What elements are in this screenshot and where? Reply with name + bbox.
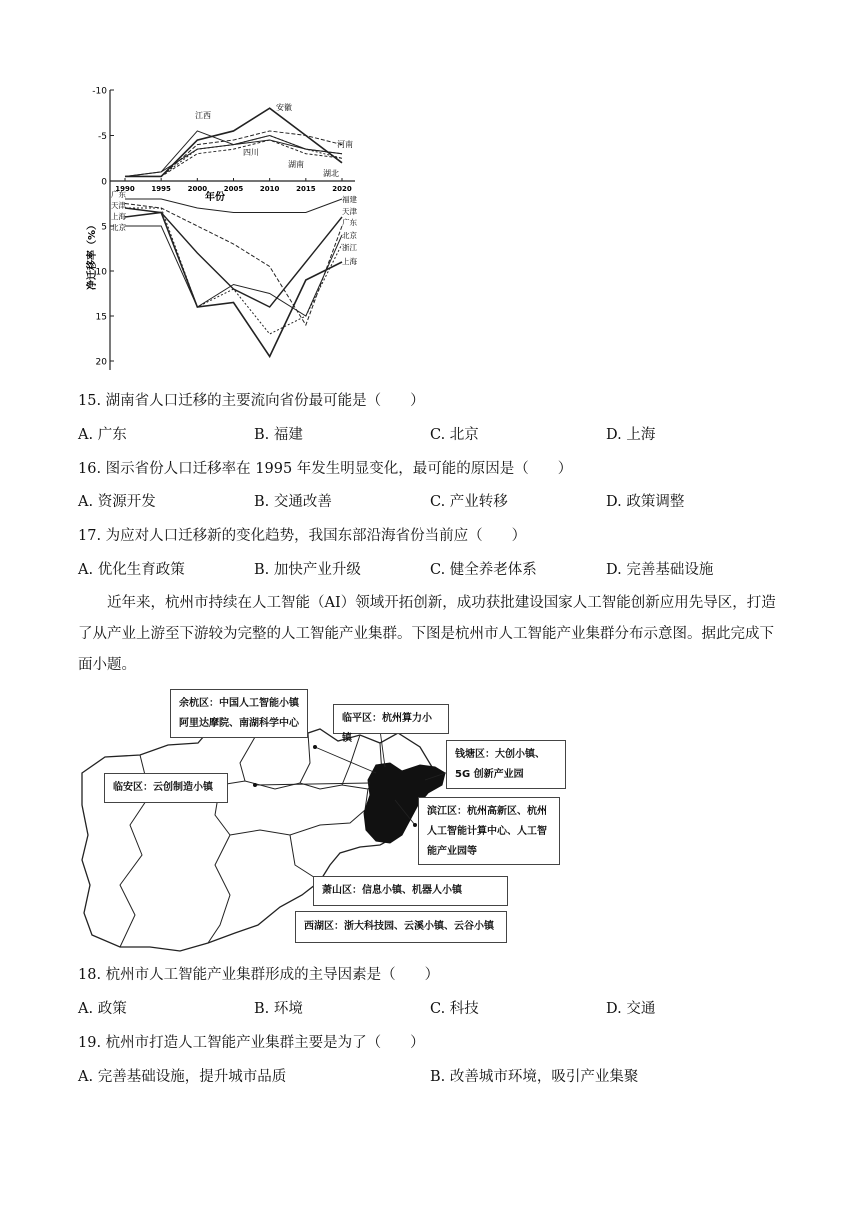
x-tick-label: 2010 (259, 185, 280, 193)
option-a[interactable]: A. 资源开发 (78, 494, 156, 510)
series-label-anhui: 安徽 (276, 103, 292, 112)
y-tick-label: -10 (92, 86, 107, 97)
question-text: 为应对人口迁移新的变化趋势，我国东部沿海省份当前应（ ） (105, 528, 527, 544)
lower-right-label-guangdong: 广东 (342, 218, 357, 227)
lower-right-label-beijing: 北京 (342, 231, 357, 240)
y-tick-label: 5 (101, 222, 107, 233)
question-number: 15. (78, 393, 102, 409)
question-text: 图示省份人口迁移率在 1995 年发生明显变化，最可能的原因是（ ） (105, 461, 573, 477)
label-box-xihu: 西湖区：浙大科技园、云溪小镇、云谷小镇 (295, 911, 507, 943)
lower-left-label-tianjin: 天津 (111, 201, 126, 210)
reading-passage: 近年来，杭州市持续在人工智能（AI）领域开拓创新，成功获批建设国家人工智能创新应用先导区，打造了从产业上游至下游较为完整的人工智能产业集群。下图是杭州市人工智能产业集群分布示意图。据此完成下面小题。 (78, 595, 776, 673)
series-line-4 (125, 140, 342, 176)
option-b[interactable]: B. 加快产业升级 (254, 562, 361, 578)
y-tick-label: 0 (101, 177, 107, 188)
option-d[interactable]: D. 政策调整 (606, 494, 685, 510)
option-a[interactable]: A. 政策 (78, 1001, 127, 1017)
question-15 (78, 389, 425, 410)
question-18 (78, 963, 439, 984)
option-c[interactable]: C. 科技 (430, 1001, 479, 1017)
option-b[interactable]: B. 改善城市环境，吸引产业集聚 (430, 1069, 639, 1085)
label-box-linan: 临安区：云创制造小镇 (104, 773, 228, 803)
series-line-6 (125, 199, 342, 213)
question-16 (78, 457, 572, 478)
series-label-sichuan: 四川 (243, 148, 259, 157)
series-label-henan: 河南 (337, 140, 353, 149)
migration-rate-chart (80, 80, 370, 380)
option-a[interactable]: A. 广东 (78, 427, 127, 443)
x-axis-label: 年份 (205, 192, 225, 203)
lower-right-label-tianjin: 天津 (342, 207, 357, 216)
lower-right-label-shanghai: 上海 (342, 257, 357, 266)
x-tick-label: 1990 (115, 185, 135, 193)
y-tick-label: 15 (95, 312, 107, 323)
option-a[interactable]: A. 完善基础设施，提升城市品质 (78, 1069, 287, 1085)
series-label-jiangxi: 江西 (195, 111, 211, 120)
option-b[interactable]: B. 环境 (254, 1001, 303, 1017)
x-tick-label: 1995 (151, 185, 171, 193)
option-b[interactable]: B. 交通改善 (254, 494, 332, 510)
y-tick-label: -5 (98, 132, 107, 142)
question-19 (78, 1031, 425, 1052)
option-d[interactable]: D. 交通 (606, 1001, 656, 1017)
question-text: 湖南省人口迁移的主要流向省份最可能是（ ） (105, 393, 425, 409)
series-line-1 (125, 108, 342, 176)
option-c[interactable]: C. 北京 (430, 427, 479, 443)
x-tick-label: 2020 (332, 185, 352, 193)
series-line-5 (125, 140, 342, 176)
series-line-7 (125, 208, 342, 307)
question-17 (78, 524, 526, 545)
label-box-yuhang: 余杭区：中国人工智能小镇 阿里达摩院、南湖科学中心 (170, 689, 308, 738)
x-tick-label: 2005 (223, 185, 244, 193)
label-box-binjiang: 滨江区：杭州高新区、杭州人工智能计算中心、人工智能产业园等 (418, 797, 560, 865)
lower-left-label-beijing: 北京 (111, 223, 126, 232)
lower-right-label-zhejiang: 浙江 (342, 243, 357, 252)
question-text: 杭州市打造人工智能产业集群主要是为了（ ） (105, 1035, 425, 1051)
label-box-qiantang: 钱塘区：大创小镇、5G 创新产业园 (446, 740, 566, 789)
question-text: 杭州市人工智能产业集群形成的主导因素是（ ） (105, 967, 440, 983)
option-b[interactable]: B. 福建 (254, 427, 303, 443)
y-tick-label: 10 (95, 267, 107, 278)
option-a[interactable]: A. 优化生育政策 (78, 562, 185, 578)
lower-left-label-guangdong: 广东 (111, 190, 126, 199)
series-line-10 (125, 208, 342, 334)
lower-right-label-fujian: 福建 (342, 195, 357, 204)
question-number: 16. (78, 461, 102, 477)
y-axis-label: 净迁移率（%） (87, 219, 98, 290)
series-label-hunan: 湖南 (288, 160, 304, 169)
option-c[interactable]: C. 产业转移 (430, 494, 508, 510)
x-tick-label: 2000 (187, 185, 208, 193)
label-box-xiaoshan: 萧山区：信息小镇、机器人小镇 (313, 876, 508, 906)
option-d[interactable]: D. 完善基础设施 (606, 562, 714, 578)
question-number: 18. (78, 967, 102, 983)
question-number: 19. (78, 1035, 102, 1051)
option-d[interactable]: D. 上海 (606, 427, 656, 443)
lower-left-label-shanghai: 上海 (111, 212, 126, 221)
question-number: 17. (78, 528, 102, 544)
series-label-hubei: 湖北 (323, 169, 339, 178)
series-line-3 (125, 136, 342, 177)
y-tick-label: 20 (95, 357, 107, 368)
x-tick-label: 2015 (296, 185, 316, 193)
option-c[interactable]: C. 健全养老体系 (430, 562, 537, 578)
label-box-linping: 临平区：杭州算力小镇 (333, 704, 449, 734)
